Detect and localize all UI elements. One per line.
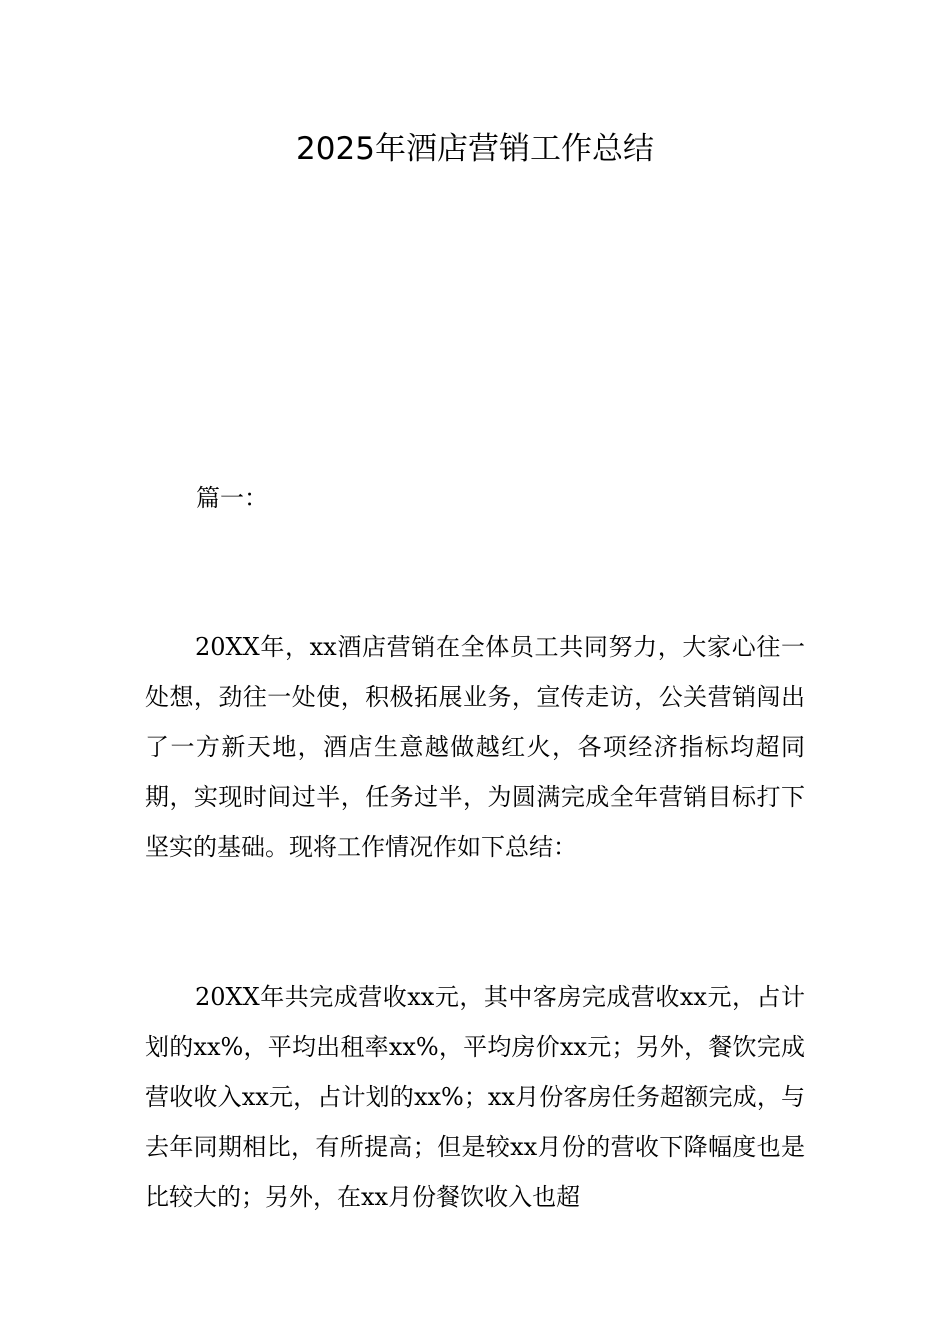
paragraph-2: 20XX年共完成营收xx元，其中客房完成营收xx元，占计划的xx%，平均出租率xx%，平均房价xx元；另外，餐饮完成营收收入xx元，占计划的xx%；xx月份客房任务超额完成，与去年同期相比，有所提高；但是较xx月份的营收下降幅度也是比较大的；另外，在xx月份餐饮收入也超	[145, 983, 805, 1211]
paragraph-1: 20XX年，xx酒店营销在全体员工共同努力，大家心往一处想，劲往一处使，积极拓展业务，宣传走访，公关营销闯出了一方新天地，酒店生意越做越红火，各项经济指标均超同期，实现时间过半，任务过半，为圆满完成全年营销目标打下坚实的基础。现将工作情况作如下总结：	[145, 633, 805, 861]
section-label: 篇一：	[196, 484, 268, 512]
document-title: 2025年酒店营销工作总结	[296, 131, 654, 167]
